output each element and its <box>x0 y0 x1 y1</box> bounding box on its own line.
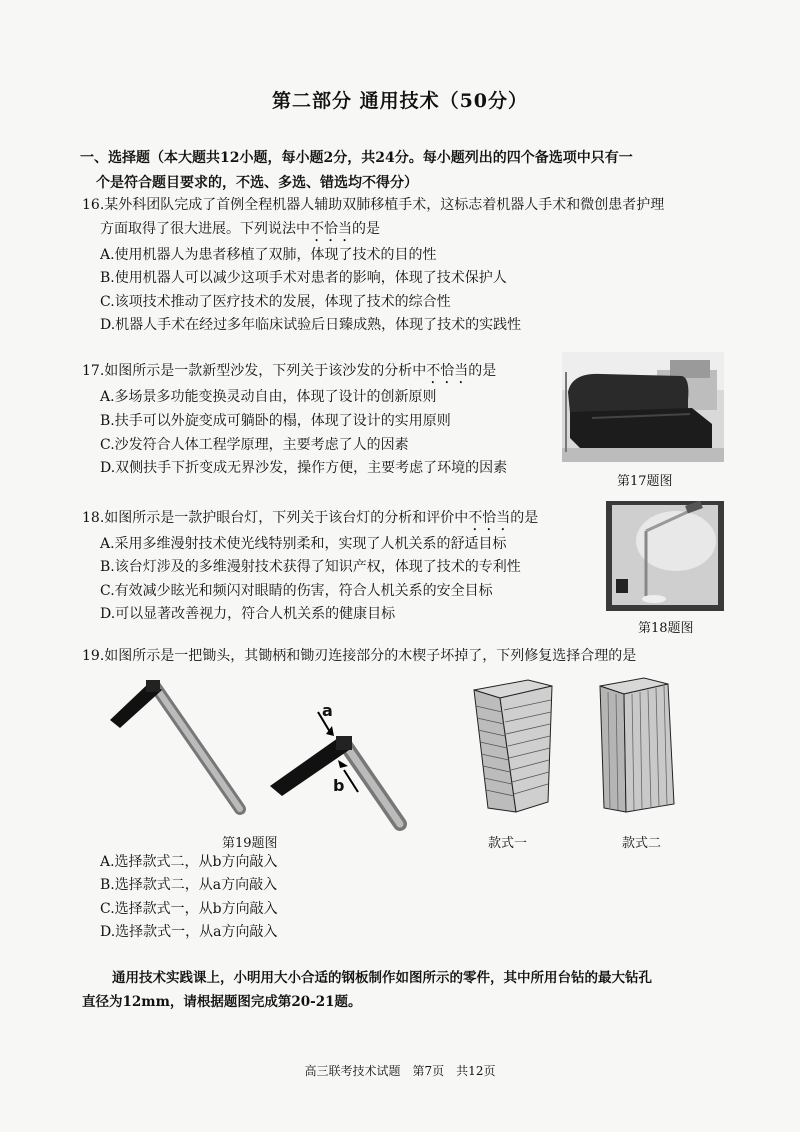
sofa-photo <box>562 352 724 462</box>
wedge-style1-figure <box>468 676 558 816</box>
hoe-label-b: b <box>333 776 345 795</box>
section-heading-line1: 一、选择题（本大题共12小题，每小题2分，共24分。每小题列出的四个备选项中只有一 <box>80 150 633 166</box>
q19-figure-caption: 第19题图 <box>222 836 278 851</box>
q17-figure-caption: 第17题图 <box>617 474 673 489</box>
q19-option-a: A.选择款式二，从b方向敲入 <box>100 854 278 870</box>
q17-stem: 17.如图所示是一款新型沙发，下列关于该沙发的分析中不恰当的是 <box>82 363 497 379</box>
hoe-figure <box>100 674 430 834</box>
style2-caption: 款式二 <box>622 836 662 851</box>
q16-option-d: D.机器人手术在经过多年临床试验后日臻成熟，体现了技术的实践性 <box>100 317 522 333</box>
q19-stem: 19.如图所示是一把锄头，其锄柄和锄刃连接部分的木楔子坏掉了，下列修复选择合理的是 <box>82 648 637 664</box>
q18-stem: 18.如图所示是一款护眼台灯，下列关于该台灯的分析和评价中不恰当的是 <box>82 510 539 526</box>
q18-option-b: B.该台灯涉及的多维漫射技术获得了知识产权，体现了技术的专利性 <box>100 559 521 575</box>
desk-lamp-photo <box>606 501 724 611</box>
q18-option-c: C.有效减少眩光和频闪对眼睛的伤害，符合人机关系的安全目标 <box>100 583 493 599</box>
q16-emphasis: 不恰当 <box>310 221 352 237</box>
q18-option-a: A.采用多维漫射技术使光线特别柔和，实现了人机关系的舒适目标 <box>100 536 507 552</box>
style1-caption: 款式一 <box>488 836 528 851</box>
q19-option-d: D.选择款式一，从a方向敲入 <box>100 924 278 940</box>
q18-emphasis: 不恰当 <box>468 510 511 526</box>
q16-option-b: B.使用机器人可以减少这项手术对患者的影响，体现了技术保护人 <box>100 270 507 286</box>
q20-intro-line1: 通用技术实践课上，小明用大小合适的钢板制作如图所示的零件，其中所用台钻的最大钻孔 <box>112 970 652 986</box>
q18-figure-caption: 第18题图 <box>638 621 694 636</box>
q17-option-b: B.扶手可以外旋变成可躺卧的榻，体现了设计的实用原则 <box>100 413 451 429</box>
q16-stem-line1: 16.某外科团队完成了首例全程机器人辅助双肺移植手术，这标志着机器人手术和微创患者护理 <box>82 197 665 213</box>
q18-option-d: D.可以显著改善视力，符合人机关系的健康目标 <box>100 606 396 622</box>
q16-option-c: C.该项技术推动了医疗技术的发展，体现了技术的综合性 <box>100 294 451 310</box>
q17-option-c: C.沙发符合人体工程学原理，主要考虑了人的因素 <box>100 437 409 453</box>
q17-option-d: D.双侧扶手下折变成无界沙发，操作方便，主要考虑了环境的因素 <box>100 460 508 476</box>
q17-emphasis: 不恰当 <box>426 363 469 379</box>
page-footer: 高三联考技术试题 第7页 共12页 <box>304 1064 496 1078</box>
q19-option-b: B.选择款式二，从a方向敲入 <box>100 877 278 893</box>
page-title: 第二部分 通用技术（50分） <box>271 90 529 112</box>
q16-stem-line2: 方面取得了很大进展。下列说法中不恰当的是 <box>100 221 380 237</box>
q16-option-a: A.使用机器人为患者移植了双肺，体现了技术的目的性 <box>100 247 437 263</box>
section-heading-line2: 个是符合题目要求的，不选、多选、错选均不得分） <box>96 175 418 191</box>
q19-option-c: C.选择款式一，从b方向敲入 <box>100 901 278 917</box>
wedge-style2-figure <box>596 676 678 816</box>
q17-option-a: A.多场景多功能变换灵动自由，体现了设计的创新原则 <box>100 389 437 405</box>
hoe-label-a: a <box>322 701 333 720</box>
q20-intro-line2: 直径为12mm，请根据题图完成第20-21题。 <box>82 994 362 1010</box>
